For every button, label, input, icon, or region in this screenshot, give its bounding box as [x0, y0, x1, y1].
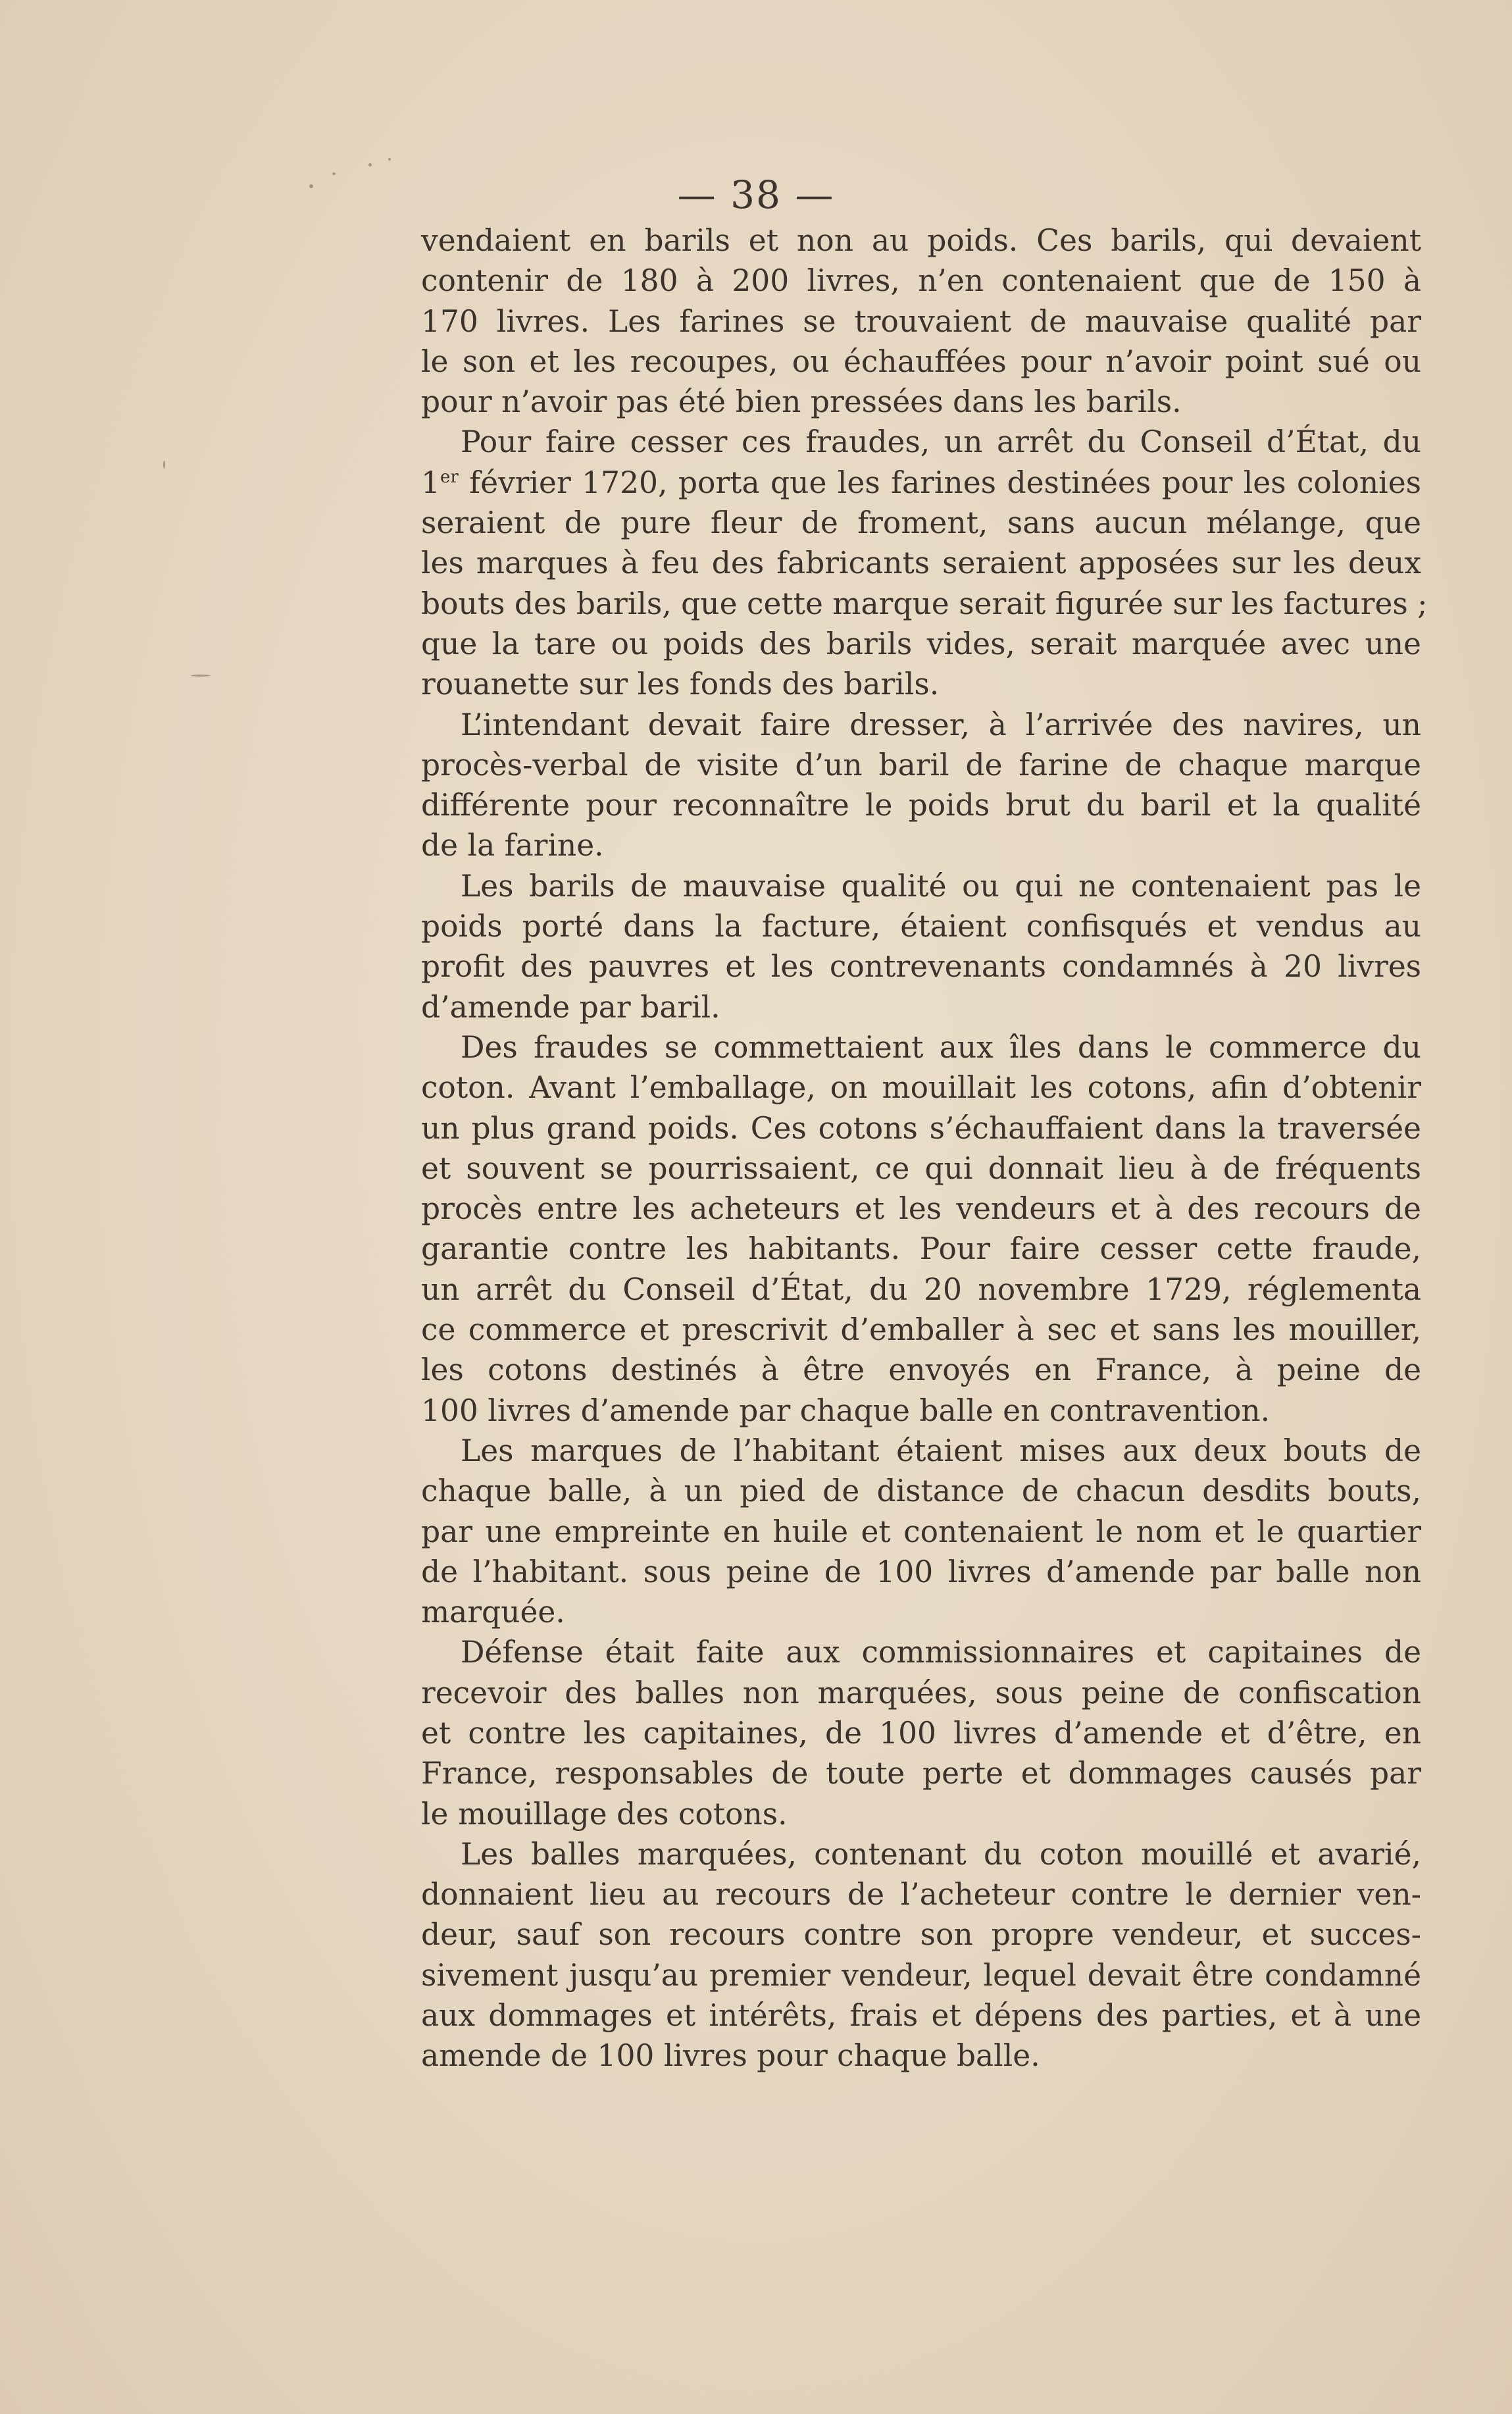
date-day: 1	[421, 465, 440, 500]
text-line: Les barils de mauvaise qualité ou qui ne contenaient pas le	[461, 868, 1421, 904]
text-line: par une empreinte en huile et contenaient le nom et le quartier	[421, 1514, 1421, 1549]
text-line: coton. Avant l’emballage, on mouillait les cotons, afin d’obtenir	[421, 1070, 1421, 1106]
text-line: d’amende par baril.	[421, 989, 720, 1025]
text-line: France, responsables de toute perte et dommages causés par	[421, 1756, 1421, 1791]
text-line: ce commerce et prescrivit d’emballer à sec et sans les mouiller,	[421, 1312, 1421, 1348]
text-line: aux dommages et intérêts, frais et dépens des parties, et à une	[421, 1998, 1421, 2034]
text-line: pour n’avoir pas été bien pressées dans les barils.	[421, 384, 1182, 420]
text-line: L’intendant devait faire dresser, à l’arrivée des navires, un	[461, 707, 1421, 742]
text-line: recevoir des balles non marquées, sous peine de confiscation	[421, 1675, 1421, 1710]
text-line: chaque balle, à un pied de distance de chacun desdits bouts,	[421, 1474, 1421, 1509]
text-line: Les balles marquées, contenant du coton mouillé et avarié,	[461, 1836, 1421, 1872]
text-line: le mouillage des cotons.	[421, 1796, 788, 1832]
date-ordinal: er	[440, 467, 459, 487]
text-line: deur, sauf son recours contre son propre vendeur, et succes-	[421, 1917, 1421, 1953]
text-line-rest: février 1720, porta que les farines destinées pour les colonies	[469, 465, 1421, 500]
text-line: différente pour reconnaître le poids brut du baril et la qualité	[421, 788, 1421, 823]
ink-speck	[163, 461, 165, 469]
text-line: 170 livres. Les farines se trouvaient de mauvaise qualité par	[421, 303, 1421, 339]
text-line: Des fraudes se commettaient aux îles dans le commerce du	[461, 1029, 1421, 1065]
text-line: poids porté dans la facture, étaient confisqués et vendus au	[421, 909, 1421, 944]
page-number: — 38 —	[677, 172, 835, 217]
text-line: le son et les recoupes, ou échauffées pour n’avoir point sué ou	[421, 344, 1421, 379]
text-line: sivement jusqu’au premier vendeur, lequel devait être condamné	[421, 1957, 1421, 1993]
text-line: les cotons destinés à être envoyés en France, à peine de	[421, 1352, 1421, 1388]
text-line: de la farine.	[421, 828, 604, 863]
text-line: rouanette sur les fonds des barils.	[421, 667, 940, 702]
text-line: de l’habitant. sous peine de 100 livres d’amende par balle non	[421, 1554, 1421, 1589]
text-line: garantie contre les habitants. Pour faire cesser cette fraude,	[421, 1231, 1421, 1267]
text-line: vendaient en barils et non au poids. Ces barils, qui devaient	[421, 223, 1421, 258]
text-line: un plus grand poids. Ces cotons s’échauffaient dans la traversée	[421, 1110, 1421, 1146]
text-line: que la tare ou poids des barils vides, serait marquée avec une	[421, 626, 1421, 661]
text-line: Défense était faite aux commissionnaires et capitaines de	[461, 1635, 1421, 1670]
text-line: procès-verbal de visite d’un baril de farine de chaque marque	[421, 747, 1421, 783]
text-line: et souvent se pourrissaient, ce qui donnait lieu à de fréquents	[421, 1150, 1421, 1186]
text-line: procès entre les acheteurs et les vendeurs et à des recours de	[421, 1191, 1421, 1227]
text-line-with-date	[421, 463, 1421, 503]
text-line: 100 livres d’amende par chaque balle en contravention.	[421, 1393, 1271, 1428]
text-line: et contre les capitaines, de 100 livres d’amende et d’être, en	[421, 1715, 1421, 1751]
text-line: marquée.	[421, 1595, 565, 1630]
text-line: Les marques de l’habitant étaient mises aux deux bouts de	[461, 1433, 1421, 1468]
text-line: donnaient lieu au recours de l’acheteur contre le dernier ven-	[421, 1877, 1421, 1913]
text-line: amende de 100 livres pour chaque balle.	[421, 2038, 1040, 2074]
text-line: les marques à feu des fabricants seraient apposées sur les deux	[421, 546, 1421, 581]
ink-speck	[388, 158, 391, 161]
text-line: bouts des barils, que cette marque serait figurée sur les factures ;	[421, 586, 1428, 621]
text-line: seraient de pure fleur de froment, sans aucun mélange, que	[421, 505, 1421, 541]
text-line: profit des pauvres et les contrevenants condamnés à 20 livres	[421, 949, 1421, 985]
ink-speck	[368, 163, 372, 167]
text-line: un arrêt du Conseil d’État, du 20 novembre 1729, réglementa	[421, 1271, 1421, 1307]
text-line: Pour faire cesser ces fraudes, un arrêt du Conseil d’État, du	[461, 424, 1421, 460]
text-line: contenir de 180 à 200 livres, n’en contenaient que de 150 à	[421, 263, 1421, 299]
ink-speck	[191, 675, 211, 677]
body-text	[421, 220, 1428, 2076]
